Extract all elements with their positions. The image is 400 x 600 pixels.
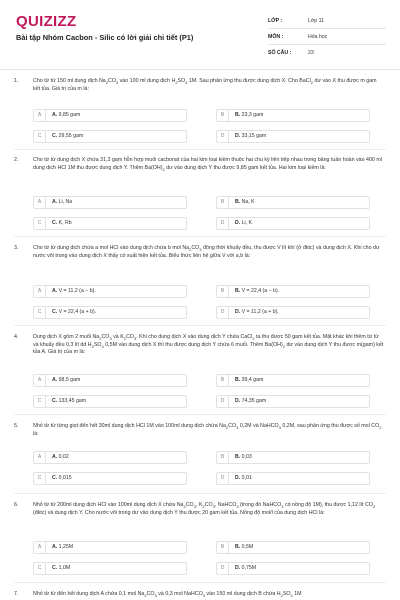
option-key: A. xyxy=(52,377,58,383)
option-letter: C xyxy=(34,307,46,318)
option-a[interactable] xyxy=(33,285,187,298)
option-key: C. xyxy=(52,220,58,226)
option-d[interactable] xyxy=(216,395,370,408)
option-text xyxy=(52,375,80,386)
quizizz-logo: QUIZIZZ xyxy=(16,13,77,30)
option-key: B. xyxy=(235,544,241,550)
question-number: 2. xyxy=(14,157,19,163)
option-value: K, Rb xyxy=(58,220,72,226)
option-text xyxy=(52,563,70,574)
option-letter: A xyxy=(34,542,46,553)
meta-table xyxy=(268,13,386,61)
option-text xyxy=(52,131,83,142)
option-c[interactable] xyxy=(33,395,187,408)
option-letter: D xyxy=(217,473,229,484)
option-b[interactable] xyxy=(216,196,370,209)
option-letter: B xyxy=(217,197,229,208)
option-value: 33,15 gam xyxy=(241,133,267,139)
option-value: 98,5 gam xyxy=(58,377,81,383)
meta-value: 23 xyxy=(308,50,314,56)
meta-label: SỐ CÂU : xyxy=(268,50,292,56)
option-key: B. xyxy=(235,288,241,294)
option-a[interactable] xyxy=(33,451,187,464)
option-value: V = 11,2 (a − b). xyxy=(58,288,96,294)
page-header xyxy=(0,0,400,70)
option-letter: D xyxy=(217,563,229,574)
option-b[interactable] xyxy=(216,541,370,554)
question-divider xyxy=(14,325,386,326)
option-letter: D xyxy=(217,131,229,142)
option-text xyxy=(52,452,69,463)
option-value: 39,4 gam xyxy=(241,377,264,383)
option-b[interactable] xyxy=(216,374,370,387)
option-key: B. xyxy=(235,377,241,383)
option-value: 0,02 xyxy=(58,454,69,460)
question-text: Nhỏ từ từ đến hết dung dịch A chứa 0,1 mol $Na_2CO_3$ và 0,3 mol NaHCO$_3$ vào 150 ml dung dịch B chứa $H_2SO_4$ 1M xyxy=(33,591,302,599)
option-text xyxy=(52,473,72,484)
option-c[interactable] xyxy=(33,562,187,575)
question-number: 1. xyxy=(14,78,19,84)
option-b[interactable] xyxy=(216,109,370,122)
option-value: 74,35 gam xyxy=(241,398,267,404)
option-letter: D xyxy=(217,396,229,407)
meta-value: Hóa học xyxy=(308,33,328,40)
option-key: B. xyxy=(235,454,241,460)
question-text: Cho từ từ dung dịch chứa a mol HCl vào dung dịch chứa b mol $Na_2CO_3$ đồng thời khuấy đều, thu được V lít khí (ở đktc) và dung dịch X. Khi cho dư nước vôi trong vào dung dịch X thấy có xuất hiện kết tủa. Biểu thức liên hệ giữa V với a,b là: xyxy=(33,245,380,259)
option-letter: C xyxy=(34,473,46,484)
option-a[interactable] xyxy=(33,196,187,209)
option-key: B. xyxy=(235,112,241,118)
option-value: Li, Na xyxy=(58,199,73,205)
meta-row-class xyxy=(268,13,386,29)
option-key: A. xyxy=(52,454,58,460)
option-text xyxy=(52,218,72,229)
option-text xyxy=(52,197,72,208)
meta-label: MÔN : xyxy=(268,33,284,40)
option-text xyxy=(235,197,255,208)
option-text xyxy=(235,307,279,318)
meta-value: Lớp 11 xyxy=(308,17,324,24)
option-letter: D xyxy=(217,307,229,318)
option-letter: B xyxy=(217,542,229,553)
option-text xyxy=(235,218,252,229)
question-text: Nhỏ từ từ từng giọt đến hết 30ml dung dịch HCl 1M vào 100ml dung dịch chứa $Na_2CO_3$ 0,2M và NaHCO$_3$ 0,2M, sau phản ứng thu được số mol $CO_2$ là: xyxy=(33,423,382,437)
option-key: D. xyxy=(235,475,241,481)
option-a[interactable] xyxy=(33,541,187,554)
option-text xyxy=(235,286,279,297)
option-text xyxy=(235,110,263,121)
option-value: 0,01 xyxy=(241,475,252,481)
option-letter: B xyxy=(217,452,229,463)
option-key: A. xyxy=(52,544,58,550)
option-value: V = 22,4 (a + b). xyxy=(58,309,97,315)
option-text xyxy=(235,542,253,553)
option-key: D. xyxy=(235,220,241,226)
meta-label: LỚP : xyxy=(268,17,283,24)
option-c[interactable] xyxy=(33,130,187,143)
option-key: A. xyxy=(52,112,58,118)
document-title: Bài tập Nhóm Cacbon - Silic có lời giải chi tiết (P1) xyxy=(16,33,194,42)
option-value: 9,85 gam xyxy=(58,112,81,118)
option-value: 1,25M xyxy=(58,544,74,550)
option-key: C. xyxy=(52,309,58,315)
option-c[interactable] xyxy=(33,306,187,319)
option-letter: A xyxy=(34,197,46,208)
option-letter: A xyxy=(34,286,46,297)
option-letter: D xyxy=(217,218,229,229)
option-key: D. xyxy=(235,398,241,404)
option-value: Li, K xyxy=(241,220,253,226)
option-value: 133,45 gam xyxy=(58,398,87,404)
option-b[interactable] xyxy=(216,285,370,298)
option-letter: B xyxy=(217,110,229,121)
option-b[interactable] xyxy=(216,451,370,464)
option-value: 1,0M xyxy=(58,565,71,571)
option-a[interactable] xyxy=(33,109,187,122)
question-divider xyxy=(14,493,386,494)
option-key: A. xyxy=(52,288,58,294)
question-divider xyxy=(14,236,386,237)
option-value: Na, K xyxy=(241,199,255,205)
question-divider xyxy=(14,414,386,415)
option-letter: B xyxy=(217,375,229,386)
option-value: 0,5M xyxy=(241,544,254,550)
option-letter: A xyxy=(34,452,46,463)
option-key: C. xyxy=(52,133,58,139)
option-value: 23,3 gam xyxy=(241,112,264,118)
option-d[interactable] xyxy=(216,130,370,143)
question-number: 4. xyxy=(14,334,19,340)
meta-row-count xyxy=(268,45,386,61)
option-letter: B xyxy=(217,286,229,297)
option-key: D. xyxy=(235,309,241,315)
option-letter: A xyxy=(34,375,46,386)
option-value: 0,015 xyxy=(58,475,72,481)
option-letter: C xyxy=(34,131,46,142)
option-text xyxy=(235,452,252,463)
option-letter: C xyxy=(34,396,46,407)
option-d[interactable] xyxy=(216,306,370,319)
option-text xyxy=(235,473,252,484)
option-value: 29,55 gam xyxy=(58,133,84,139)
option-text xyxy=(52,307,96,318)
option-letter: C xyxy=(34,218,46,229)
question-number: 6. xyxy=(14,502,19,508)
question-number: 5. xyxy=(14,423,19,429)
option-text xyxy=(235,131,266,142)
option-key: D. xyxy=(235,565,241,571)
option-key: A. xyxy=(52,199,58,205)
option-key: B. xyxy=(235,199,241,205)
option-text xyxy=(52,110,80,121)
option-d[interactable] xyxy=(216,562,370,575)
option-value: 0,75M xyxy=(241,565,257,571)
question-number: 3. xyxy=(14,245,19,251)
option-key: C. xyxy=(52,398,58,404)
option-value: V = 22,4 (a − b). xyxy=(241,288,280,294)
option-value: 0,03 xyxy=(241,454,252,460)
option-letter: C xyxy=(34,563,46,574)
option-text xyxy=(52,286,96,297)
option-d[interactable] xyxy=(216,217,370,230)
question-number: 7. xyxy=(14,591,19,597)
option-text xyxy=(52,396,86,407)
option-key: D. xyxy=(235,133,241,139)
option-text xyxy=(235,375,263,386)
question-text: Cho từ từ dung dịch X chứa 31,3 gam hỗn hợp muối cacbonat của hai kim loại kiềm thuộc hai chu kỳ liên tiếp nhau trong bảng tuần hoàn vào 400 ml dung dịch HCl 1M thu được dung dịch Y. Thêm $Ba(OH)_2$ dư vào dung dịch Y thu được 9,85 gam kết tủa. Hai kim loại kiềm là: xyxy=(33,157,382,172)
option-text xyxy=(235,563,256,574)
option-c[interactable] xyxy=(33,217,187,230)
option-d[interactable] xyxy=(216,472,370,485)
question-divider xyxy=(14,582,386,583)
option-key: C. xyxy=(52,475,58,481)
option-text xyxy=(235,396,266,407)
option-key: C. xyxy=(52,565,58,571)
option-a[interactable] xyxy=(33,374,187,387)
question-text: Nhỏ từ từ 200ml dung dịch HCl vào 100ml dung dịch X chứa $Na_2CO_3$, $K_2CO_3$, NaHCO$_3$ (trong đó NaHCO$_3$ có nồng độ 1M), thu được 1,12 lít $CO_2$ (đktc) và dung dịch Y. Cho nước vôi trong dư vào dung dịch Y thu được 20 gam kết tủa. Nồng độ mol/l của dung dịch HCl là: xyxy=(33,502,376,516)
question-divider xyxy=(14,149,386,150)
option-c[interactable] xyxy=(33,472,187,485)
option-letter: A xyxy=(34,110,46,121)
question-text: Dung dịch X gồm 2 muối $Na_2CO_3$ và $K_2CO_3$. Khi cho dung dịch X vào dung dịch Y chứa CaCl$_2$ ta thu được 50 gam kết tủa. Mặt khác khi thêm từ từ và khuấy đều 0,3 lít dd $H_2SO_4$ 0,5M vào dung dịch X thì thu được dung dịch Y chứa 6 muối. Thêm $Ba(OH)_2$ dư vào dung dịch Y thu được m(gam) kết tủa A. Giá trị của m là: xyxy=(33,334,384,356)
option-text xyxy=(52,542,73,553)
option-value: V = 11,2 (a + b). xyxy=(241,309,279,315)
meta-row-subject xyxy=(268,29,386,45)
question-text: Cho từ từ 150 ml dung dịch $Na_2CO_3$ vào 100 ml dung dịch $H_2SO_4$ 1M. Sau phản ứng thu được dung dịch X. Cho BaCl$_2$ dư vào X thu được m gam kết tủa. Giá trị của m là: xyxy=(33,78,377,92)
